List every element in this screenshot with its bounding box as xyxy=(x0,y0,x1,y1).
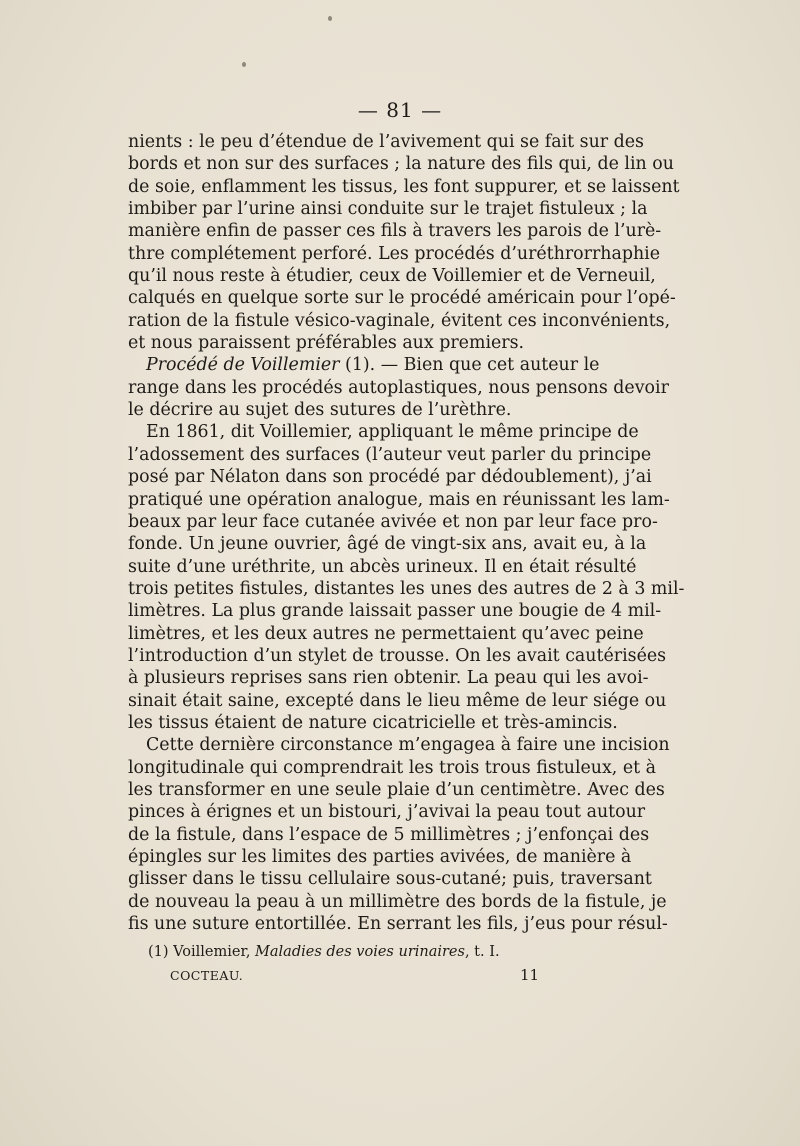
text-line: posé par Nélaton dans son procédé par dédoublement), j’ai xyxy=(128,467,652,488)
text-line: le décrire au sujet des sutures de l’urèthre. xyxy=(128,400,512,421)
text-line: à plusieurs reprises sans rien obtenir. La peau qui les avoi- xyxy=(128,668,649,689)
text-line: et nous paraissent préférables aux premiers. xyxy=(128,333,525,354)
text-line: calqués en quelque sorte sur le procédé américain pour l’opé- xyxy=(128,288,676,309)
text-line: de nouveau la peau à un millimètre des bords de la fistule, je xyxy=(128,891,667,912)
text-line: sinait était saine, excepté dans le lieu même de leur siége ou xyxy=(128,690,667,711)
text-line: imbiber par l’urine ainsi conduite sur le trajet fistuleux ; la xyxy=(128,199,648,220)
text-line: En 1861, dit Voillemier, appliquant le même principe de xyxy=(146,422,639,443)
text-line: de la fistule, dans l’espace de 5 millimètres ; j’enfonçai des xyxy=(128,824,650,845)
text-line: épingles sur les limites des parties avivées, de manière à xyxy=(128,847,632,867)
section-first-line xyxy=(128,354,598,376)
text-line: limètres, et les deux autres ne permettaient qu’avec peine xyxy=(128,623,644,644)
text-line: l’introduction d’un stylet de trousse. On les avait cautérisées xyxy=(128,645,667,666)
section-heading: Procédé de Voillemier xyxy=(146,355,340,376)
text-line: fis une suture entortillée. En serrant les fils, j’eus pour résul- xyxy=(128,914,668,935)
sheet-number: 11 xyxy=(520,966,540,984)
text-line: bords et non sur des surfaces ; la nature des fils qui, de lin ou xyxy=(128,154,674,175)
text-line: range dans les procédés autoplastiques, nous pensons devoir xyxy=(128,377,669,398)
footnote-title: Maladies des voies urinaires xyxy=(255,944,465,960)
paper-speck xyxy=(242,62,246,67)
text-line: qu’il nous reste à étudier, ceux de Voillemier et de Verneuil, xyxy=(128,266,656,287)
page-number: — 81 — xyxy=(357,98,443,122)
text-line: l’adossement des surfaces (l’auteur veut parler du principe xyxy=(128,444,652,465)
text-line: trois petites fistules, distantes les unes des autres de 2 à 3 mil- xyxy=(128,578,685,599)
text-line: ration de la fistule vésico-vaginale, évitent ces inconvénients, xyxy=(128,310,671,331)
text-line: manière enfin de passer ces fils à travers les parois de l’urè- xyxy=(128,221,662,242)
paper-speck xyxy=(328,16,332,21)
footnote xyxy=(148,944,500,960)
text-line: fonde. Un jeune ouvrier, âgé de vingt-six ans, avait eu, à la xyxy=(128,534,647,555)
text-line: pratiqué une opération analogue, mais en réunissant les lam- xyxy=(128,489,670,510)
text-line: nients : le peu d’étendue de l’avivement qui se fait sur des xyxy=(128,132,644,152)
printer-signature: COCTEAU. xyxy=(170,968,244,983)
text-line: pinces à érignes et un bistouri, j’avivai la peau tout autour xyxy=(128,802,646,823)
text-line: glisser dans le tissu cellulaire sous-cutané; puis, traversant xyxy=(128,869,652,890)
section-first-line-rest: (1). — Bien que cet auteur le xyxy=(339,355,600,376)
text-line: les transformer en une seule plaie d’un centimètre. Avec des xyxy=(128,779,665,800)
text-line: thre complétement perforé. Les procédés d’uréthrorrhaphie xyxy=(128,243,661,264)
text-line: les tissus étaient de nature cicatricielle et très-amincis. xyxy=(128,712,618,733)
text-line: beaux par leur face cutanée avivée et non par leur face pro- xyxy=(128,511,658,532)
footnote-suffix: , t. I. xyxy=(464,944,500,960)
footnote-prefix: (1) Voillemier, xyxy=(148,944,256,960)
text-line: longitudinale qui comprendrait les trois trous fistuleux, et à xyxy=(128,757,657,778)
text-line: limètres. La plus grande laissait passer une bougie de 4 mil- xyxy=(128,601,662,622)
body-text xyxy=(128,131,685,935)
text-line: Cette dernière circonstance m’engagea à faire une incision xyxy=(146,735,670,756)
text-line: de soie, enflamment les tissus, les font suppurer, et se laissent xyxy=(128,176,680,197)
text-line: suite d’une uréthrite, un abcès urineux. Il en était résulté xyxy=(128,556,637,577)
